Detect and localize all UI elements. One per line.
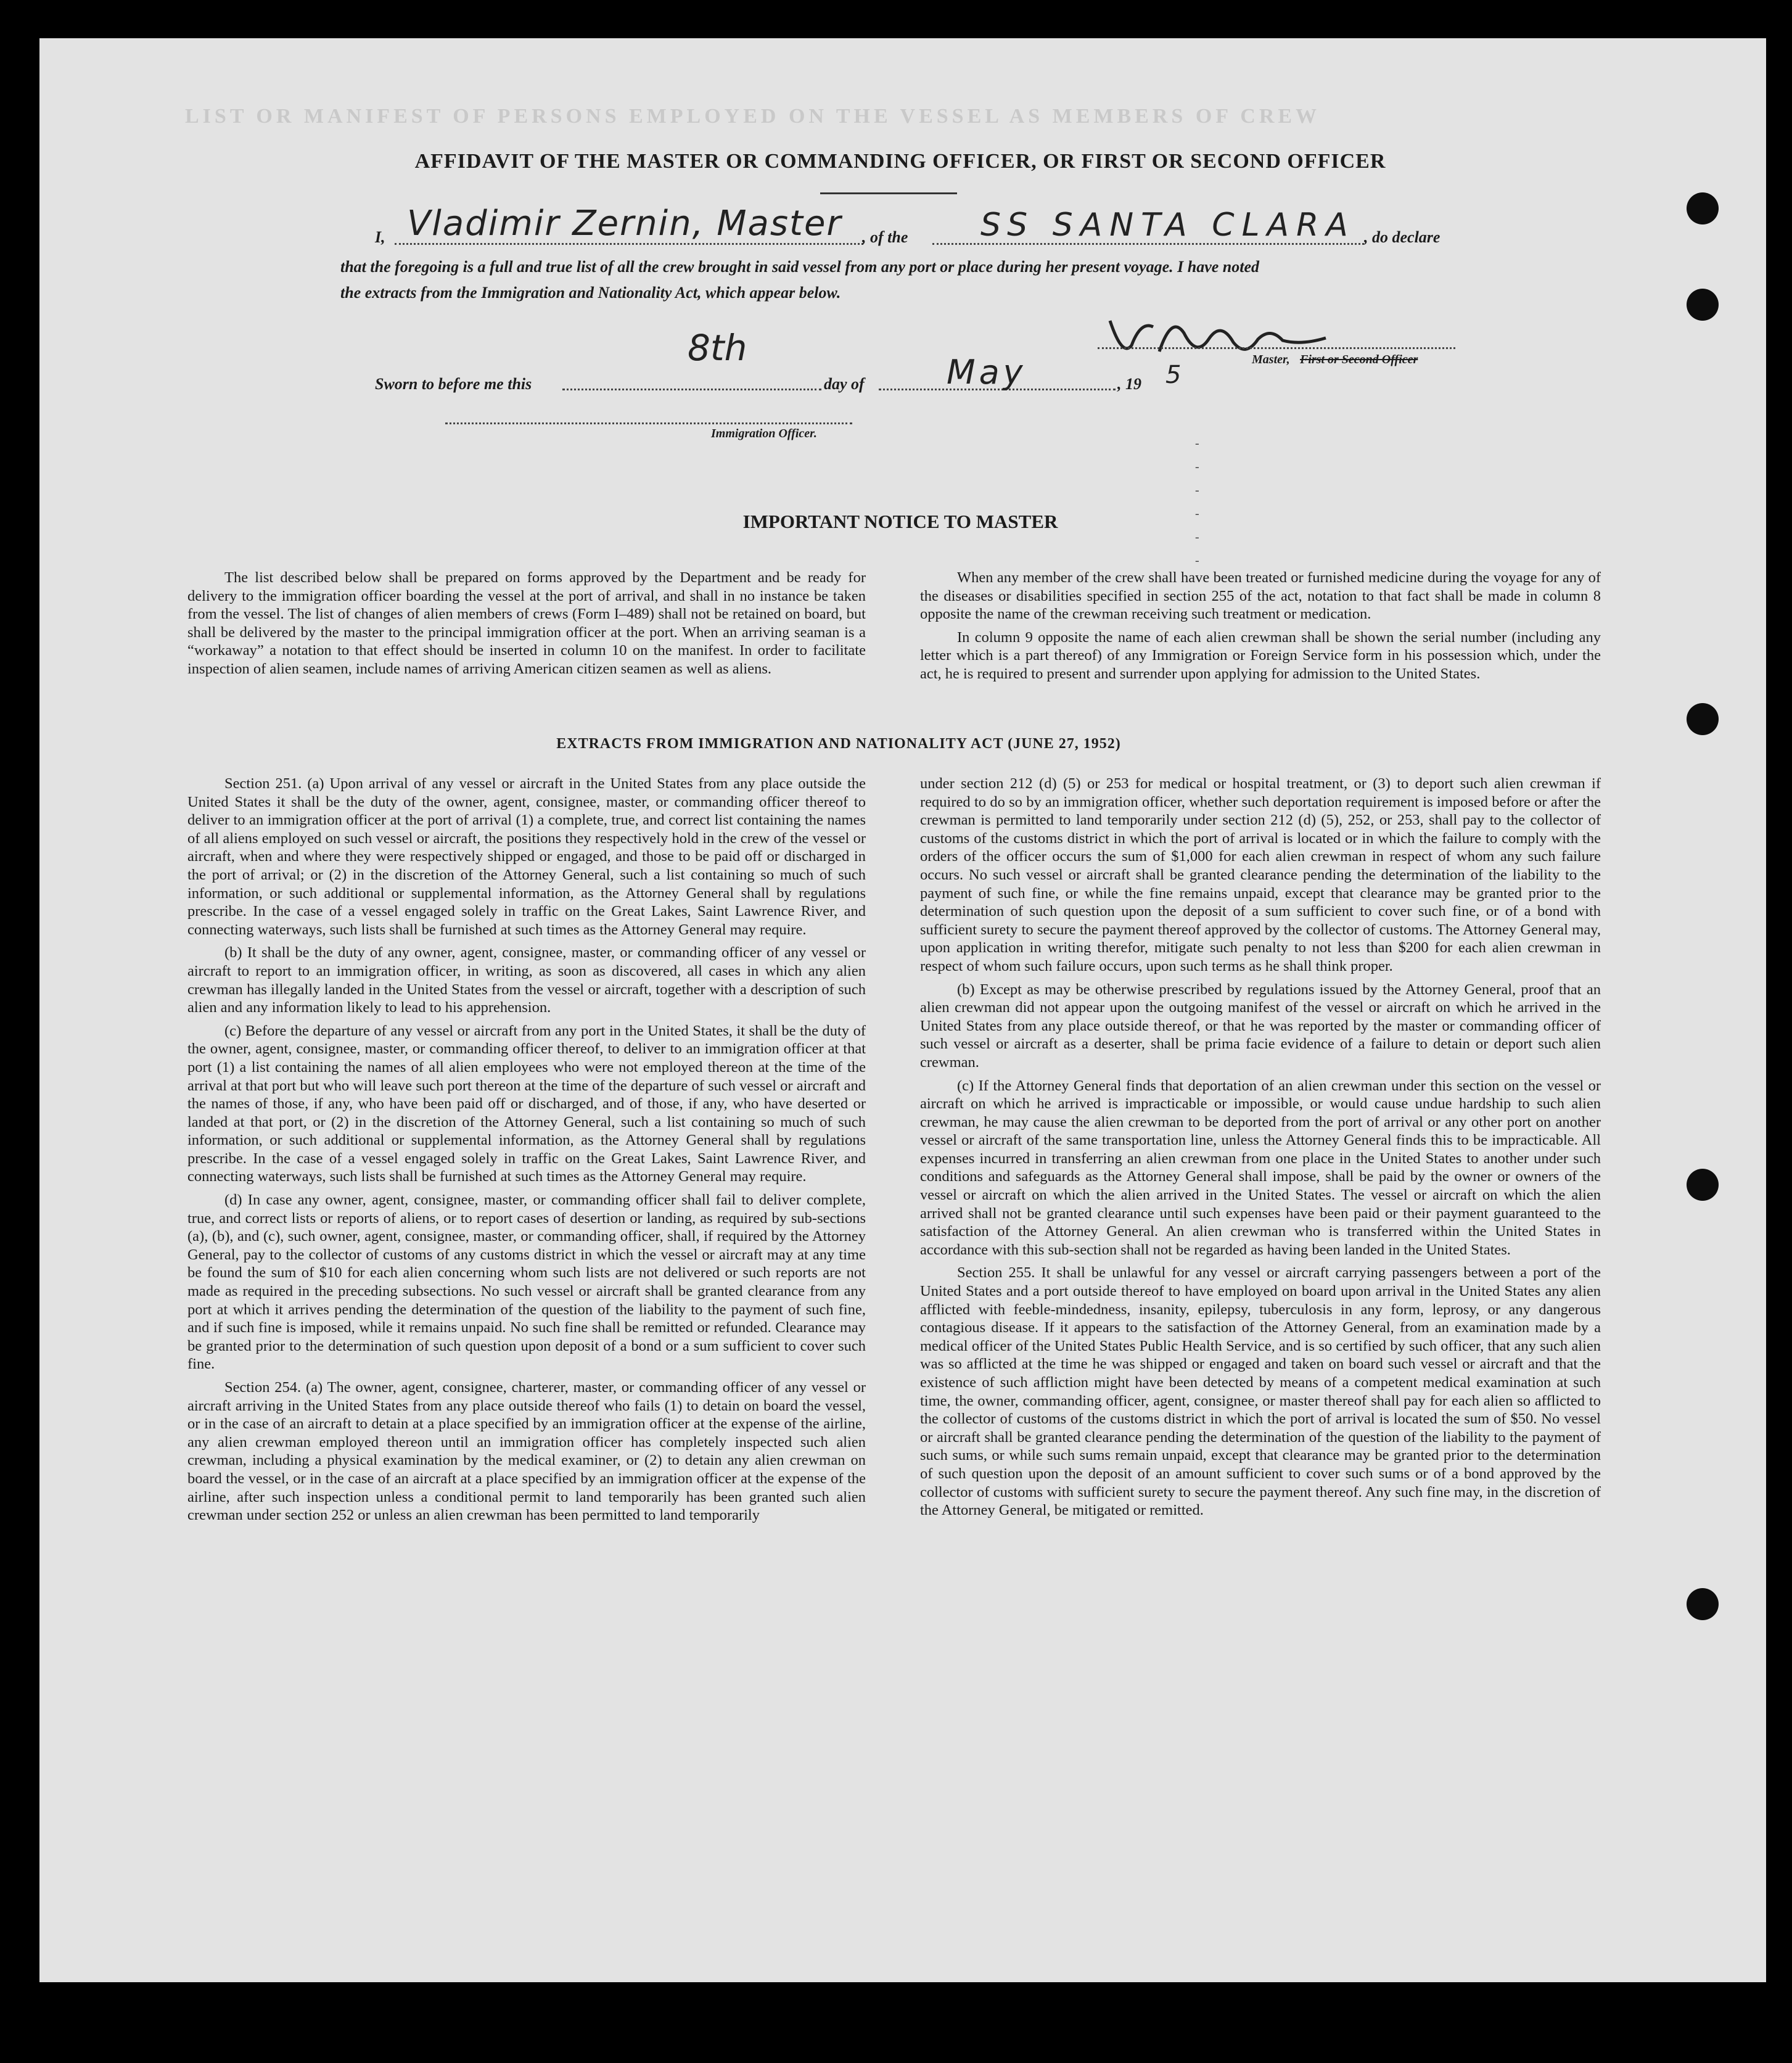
bleed-through-text: LIST OR MANIFEST OF PERSONS EMPLOYED ON THE VESSEL AS MEMBERS OF CREW [185, 105, 1321, 128]
punch-hole [1687, 1169, 1719, 1201]
signature-field [1098, 336, 1455, 349]
notice-paragraph: In column 9 opposite the name of each alien crewman shall be shown the serial number (including any letter which is a part thereof) of any Immigration or Foreign Service form in his possession which, under the act, he is required to present and surrender upon applying for admission to the United States. [920, 628, 1601, 682]
sworn-label: Sworn to before me this [375, 375, 532, 393]
extract-paragraph: (b) It shall be the duty of any owner, agent, consignee, master, or commanding officer of any vessel or aircraft to report to an immigration officer, in writing, as soon as discovered, all cases in which any alien crewman has illegally landed in the United States from the vessel or aircraft, together with a description of such alien and any information likely to lead to his apprehension. [187, 944, 866, 1016]
title-rule [820, 192, 957, 194]
extract-paragraph: (b) Except as may be otherwise prescribed by regulations issued by the Attorney General, proof that an alien crewman did not appear upon the outgoing manifest of the vessel or aircraft on which he arrived in the United States from any place outside thereof, or that he was reported by the master or commanding officer of such vessel or aircraft as a deserter, shall be prima facie evidence of a failure to detain or deport such alien crewman. [920, 981, 1601, 1071]
punch-hole [1687, 192, 1719, 224]
notice-left-column [187, 569, 866, 678]
immigration-officer-field [445, 410, 852, 424]
notice-title: IMPORTANT NOTICE TO MASTER [742, 511, 1058, 532]
extracts-title: EXTRACTS FROM IMMIGRATION AND NATIONALITY ACT (JUNE 27, 1952) [556, 736, 1121, 752]
handwritten-vessel: SS SANTA CLARA [980, 207, 1355, 244]
extracts-right-column [920, 775, 1601, 1520]
handwritten-name: Vladimir Zernin, Master [407, 204, 842, 244]
pen-marks: - - - - - - [1195, 437, 1199, 567]
day-field [562, 370, 821, 390]
master-label: Master, [1252, 353, 1290, 366]
extract-paragraph: Section 255. It shall be unlawful for any vessel or aircraft carrying passengers between a port of the United States and a port outside thereof to have employed on board upon arrival in the United States any alien afflicted with feeble-mindedness, insanity, epilepsy, tuberculosis in any form, leprosy, or any dangerous contagious disease. If it appears to the satisfaction of the Attorney General, from an examination made by a medical officer of the United States Public Health Service, and is so certified by such officer, that any such alien was so afflicted at the time he was shipped or engaged and taken on board such vessel or aircraft and that the existence of such affliction might have been detected by means of a competent medical examination at such time, the owner, commanding officer, agent, consignee, or master thereof shall pay for each alien so afflicted to the collector of customs of the customs district in which the port of arrival is located the sum of $50. No vessel or aircraft shall be granted clearance pending the determination of the question of the liability to the payment of such sums, or while such sums remain unpaid, except that clearance may be granted prior to the determination of such question upon the deposit of an amount sufficient to cover such sums or of a bond approved by the collector of customs with sufficient surety to secure the payment thereof. Any such fine may, in the discretion of the Attorney General, be mitigated or remitted. [920, 1264, 1601, 1519]
extract-paragraph: (d) In case any owner, agent, consignee, master, or commanding officer shall fail to deliver complete, true, and correct lists or reports of aliens, or to report cases of desertion or landing, as required by sub-sections (a), (b), and (c), such owner, agent, consignee, master, or commanding officer, shall, if required by the Attorney General, pay to the collector of customs of any customs district in which the vessel or aircraft may at any time be found the sum of $10 for each alien concerning whom such lists are not delivered or such reports are not made as required in the preceding subsections. No such vessel or aircraft shall be granted clearance from any port at which it arrives pending the determination of the question of the liability to the payment of such fine, and if such fine is imposed, while it remains unpaid. No such fine shall be remitted or refunded. Clearance may be granted prior to the determination of such question upon deposit of a bond or a sum sufficient to cover such fine. [187, 1192, 866, 1373]
declaration-line: that the foregoing is a full and true list of all the crew brought in said vessel from any port or place during her present voyage. I have noted [340, 258, 1260, 276]
do-declare-label: , do declare [1364, 228, 1441, 246]
punch-hole [1687, 703, 1719, 735]
handwritten-year: 5 [1165, 361, 1182, 389]
of-the-label: , of the [862, 228, 908, 246]
immigration-officer-label: Immigration Officer. [711, 427, 817, 440]
year-prefix: , 19 [1117, 375, 1141, 393]
extract-paragraph: (c) Before the departure of any vessel or aircraft from any port in the United States, it shall be the duty of the owner, agent, consignee, master, or commanding officer thereof, to deliver to an immigration officer at that port (1) a list containing the names of all alien employees who were not employed thereon at the time of the arrival at that port but who will leave such port thereon at the time of the departure of such vessel or aircraft and the names of those, if any, who have been paid off or discharged, and of those, if any, who have deserted or landed at that port, or (2) in the discretion of the Attorney General, such a list containing so much of such information, or such additional or supplemental information, as the Attorney General shall by regulations prescribe. In the case of a vessel engaged solely in traffic on the Great Lakes, Saint Lawrence River, and connecting waterways, such lists shall be furnished at such times as the Attorney General may require. [187, 1022, 866, 1185]
extract-paragraph: Section 251. (a) Upon arrival of any vessel or aircraft in the United States from any place outside the United States it shall be the duty of the owner, agent, consignee, master, or commanding officer thereof to deliver to an immigration officer at the port of arrival (1) a complete, true, and correct list containing the names of all aliens employed on such vessel or aircraft, the positions they respectively hold in the crew of the vessel or aircraft, when and where they were respectively shipped or engaged, and those to be paid off or discharged in the port of arrival; or (2) in the discretion of the Attorney General, such a list containing so much of such information, or such additional or supplemental information, as the Attorney General shall by regulations prescribe. In the case of a vessel engaged solely in traffic on the Great Lakes, Saint Lawrence River, and connecting waterways, such lists shall be furnished at such times as the Attorney General may require. [187, 775, 866, 938]
handwritten-day: 8th [688, 327, 747, 369]
punch-hole [1687, 1588, 1719, 1620]
struck-officer-label: First or Second Officer [1300, 353, 1418, 366]
i-label: I, [375, 228, 385, 246]
notice-paragraph: The list described below shall be prepared on forms approved by the Department and be ready for delivery to the immigration officer boarding the vessel at the port of arrival, and shall in no instance be taken from the vessel. The list of changes of alien members of crews (Form I–489) shall not be retained on board, but shall be delivered by the master to the principal immigration officer at the port. When an arriving seaman is a “workaway” a notation to that effect should be inserted in column 10 on the manifest. In order to facilitate inspection of alien seamen, include names of arriving American citizen seamen as well as aliens. [187, 569, 866, 677]
extract-paragraph: under section 212 (d) (5) or 253 for medical or hospital treatment, or (3) to deport such alien crewman if required to do so by an immigration officer, whether such deportation requirement is imposed before or after the crewman is permitted to land temporarily under section 212 (d) (5), 252, or 253, shall pay to the collector of customs of the customs district in which the port of arrival is located or in which the failure to comply with the orders of the officer occurs the sum of $1,000 for each alien crewman in respect of whom any such failure occurs. No such vessel or aircraft shall be granted clearance pending the determination of the liability to the payment of such fine, or while the fine remains unpaid, except that clearance may be granted prior to the determination of such question upon the deposit of a sum sufficient to cover such fine, or of a bond with sufficient surety to secure the payment thereof approved by the collector of customs. The Attorney General may, upon application in writing therefor, mitigate such penalty to not less than $200 for each alien crewman in respect of whom such failure occurs, upon such terms as he shall think proper. [920, 775, 1601, 974]
extract-paragraph: Section 254. (a) The owner, agent, consignee, charterer, master, or commanding officer of any vessel or aircraft arriving in the United States from any place outside thereof who fails (1) to detain on board the vessel, or in the case of an aircraft to detain at a place specified by an immigration officer at the expense of the airline, any alien crewman employed thereon until an immigration officer has completely inspected such alien crewman, including a physical examination by the medical examiner, or (2) to detain any alien crewman on board the vessel, or in the case of an aircraft at a place specified by an immigration officer at the expense of the airline, after such inspection unless a conditional permit to land temporarily has been granted such alien crewman under section 252 or unless an alien crewman has been permitted to land temporarily [187, 1379, 866, 1524]
extracts-left-column [187, 775, 866, 1525]
extract-paragraph: (c) If the Attorney General finds that deportation of an alien crewman under this section on the vessel or aircraft on which he arrived is impracticable or impossible, or would cause undue hardship to such alien crewman, he may cause the alien crewman to be deported from the port of arrival or any other port on another vessel or aircraft of the same transportation line, unless the Attorney General finds this to be impracticable. All expenses incurred in transferring an alien crewman from one place in the United States to another under such conditions and safeguards as the Attorney General shall impose, shall be paid by the owner or owners of the vessel or aircraft on which the alien arrived in the United States. The vessel or aircraft on which the alien arrived shall not be granted clearance until such expenses have been paid or their payment guaranteed to the satisfaction of the Attorney General. An alien crewman who is transferred within the United States in accordance with this sub-section shall not be regarded as having been landed in the United States. [920, 1077, 1601, 1258]
handwritten-month: May [947, 353, 1027, 392]
notice-paragraph: When any member of the crew shall have been treated or furnished medicine during the voyage for any of the diseases or disabilities specified in section 255 of the act, notation to that fact shall be made in column 8 opposite the name of the crewman receiving such treatment or medication. [920, 569, 1601, 623]
affidavit-title: AFFIDAVIT OF THE MASTER OR COMMANDING OFFICER, OR FIRST OR SECOND OFFICER [414, 150, 1386, 173]
declaration-line: the extracts from the Immigration and Nationality Act, which appear below. [340, 284, 841, 302]
day-of-label: day of [824, 375, 865, 393]
punch-hole [1687, 289, 1719, 321]
notice-right-column [920, 569, 1601, 683]
